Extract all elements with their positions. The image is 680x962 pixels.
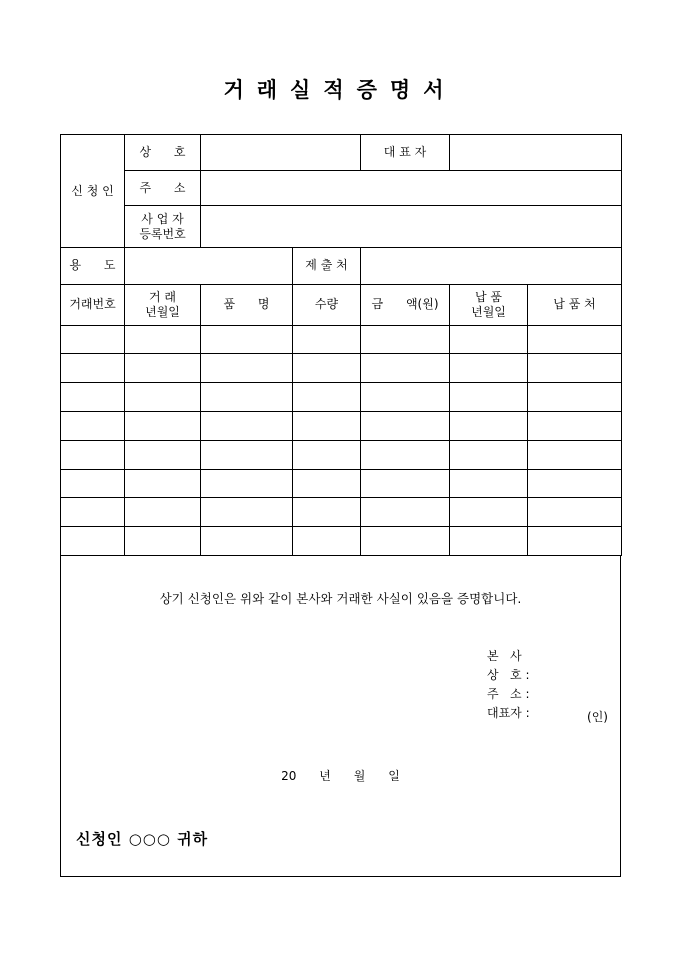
submit-to-label: 제 출 처 (293, 248, 361, 284)
col-header-number: 거래번호 (61, 284, 125, 325)
cell-item[interactable] (201, 469, 293, 498)
cell-amount[interactable] (361, 412, 450, 441)
cell-quantity[interactable] (293, 383, 361, 412)
col-header-delivery-date-line-2: 년월일 (471, 304, 506, 319)
cell-delivery-place[interactable] (528, 498, 622, 527)
issuer-block (463, 647, 530, 723)
cell-item[interactable] (201, 354, 293, 383)
cell-transaction-date[interactable] (125, 469, 201, 498)
col-header-transaction-date (125, 284, 201, 325)
trade-name-field[interactable] (201, 135, 361, 171)
cell-transaction-date[interactable] (125, 383, 201, 412)
col-header-transaction-date-line-1: 거 래 (149, 289, 176, 304)
issuer-address-line: 주 소 : (487, 687, 530, 701)
cell-number[interactable] (61, 440, 125, 469)
cell-amount[interactable] (361, 498, 450, 527)
cell-item[interactable] (201, 325, 293, 354)
col-header-item: 품 명 (201, 284, 293, 325)
table-row (61, 469, 622, 498)
col-header-delivery-date-line-1: 납 품 (475, 289, 502, 304)
cell-delivery-date[interactable] (450, 412, 528, 441)
cell-delivery-date[interactable] (450, 440, 528, 469)
cell-transaction-date[interactable] (125, 325, 201, 354)
purpose-field[interactable] (125, 248, 293, 284)
cell-transaction-date[interactable] (125, 412, 201, 441)
cell-item[interactable] (201, 383, 293, 412)
table-row (61, 354, 622, 383)
cell-delivery-date[interactable] (450, 325, 528, 354)
purpose-label: 용 도 (61, 248, 125, 284)
address-field[interactable] (201, 171, 622, 206)
cell-amount[interactable] (361, 440, 450, 469)
cell-number[interactable] (61, 325, 125, 354)
cell-delivery-place[interactable] (528, 469, 622, 498)
cell-number[interactable] (61, 469, 125, 498)
representative-field[interactable] (450, 135, 622, 171)
certification-statement: 상기 신청인은 위와 같이 본사와 거래한 사실이 있음을 증명합니다. (159, 591, 522, 606)
seal-mark: (인) (587, 710, 608, 724)
cell-delivery-place[interactable] (528, 440, 622, 469)
issue-date-line: 20 년 월 일 (281, 769, 400, 783)
cell-transaction-date[interactable] (125, 527, 201, 556)
cell-delivery-date[interactable] (450, 469, 528, 498)
table-row (61, 412, 622, 441)
col-header-delivery-date (450, 284, 528, 325)
business-registration-label-line-1: 사 업 자 (141, 211, 184, 226)
cell-quantity[interactable] (293, 354, 361, 383)
cell-transaction-date[interactable] (125, 354, 201, 383)
trade-name-label: 상 호 (125, 135, 201, 171)
issuer-trade-name-line: 상 호 : (487, 668, 530, 682)
application-form-table (60, 134, 622, 556)
cell-quantity[interactable] (293, 498, 361, 527)
issuer-representative-line: 대표자 : (487, 706, 530, 720)
cell-transaction-date[interactable] (125, 498, 201, 527)
cell-quantity[interactable] (293, 325, 361, 354)
cell-amount[interactable] (361, 325, 450, 354)
cell-delivery-date[interactable] (450, 354, 528, 383)
cell-number[interactable] (61, 498, 125, 527)
col-header-delivery-place: 납 품 처 (528, 284, 622, 325)
cell-delivery-place[interactable] (528, 354, 622, 383)
cell-item[interactable] (201, 527, 293, 556)
recipient-line: 신청인 ○○○ 귀하 (76, 830, 209, 848)
business-registration-field[interactable] (201, 206, 622, 248)
cell-amount[interactable] (361, 383, 450, 412)
submit-to-field[interactable] (361, 248, 622, 284)
col-header-quantity: 수량 (293, 284, 361, 325)
cell-number[interactable] (61, 412, 125, 441)
cell-item[interactable] (201, 498, 293, 527)
cell-delivery-place[interactable] (528, 412, 622, 441)
table-row (61, 325, 622, 354)
cell-quantity[interactable] (293, 440, 361, 469)
issuer-heading: 본 사 (487, 649, 522, 663)
transaction-rows (61, 325, 622, 555)
cell-delivery-date[interactable] (450, 527, 528, 556)
certification-section (60, 556, 621, 877)
table-row (61, 527, 622, 556)
cell-quantity[interactable] (293, 527, 361, 556)
cell-delivery-place[interactable] (528, 383, 622, 412)
cell-number[interactable] (61, 354, 125, 383)
applicant-header: 신 청 인 (61, 135, 125, 248)
address-label: 주 소 (125, 171, 201, 206)
cell-item[interactable] (201, 440, 293, 469)
document-title: 거래실적증명서 (223, 77, 457, 102)
cell-amount[interactable] (361, 469, 450, 498)
cell-delivery-date[interactable] (450, 498, 528, 527)
table-row (61, 440, 622, 469)
cell-quantity[interactable] (293, 469, 361, 498)
table-row (61, 383, 622, 412)
cell-delivery-date[interactable] (450, 383, 528, 412)
representative-label: 대 표 자 (361, 135, 450, 171)
table-row (61, 498, 622, 527)
cell-number[interactable] (61, 383, 125, 412)
cell-transaction-date[interactable] (125, 440, 201, 469)
cell-amount[interactable] (361, 527, 450, 556)
cell-delivery-place[interactable] (528, 325, 622, 354)
cell-delivery-place[interactable] (528, 527, 622, 556)
cell-item[interactable] (201, 412, 293, 441)
business-registration-label-line-2: 등록번호 (139, 226, 186, 241)
cell-quantity[interactable] (293, 412, 361, 441)
cell-number[interactable] (61, 527, 125, 556)
col-header-transaction-date-line-2: 년월일 (145, 304, 180, 319)
business-registration-label (125, 206, 201, 248)
cell-amount[interactable] (361, 354, 450, 383)
col-header-amount: 금 액(원) (361, 284, 450, 325)
